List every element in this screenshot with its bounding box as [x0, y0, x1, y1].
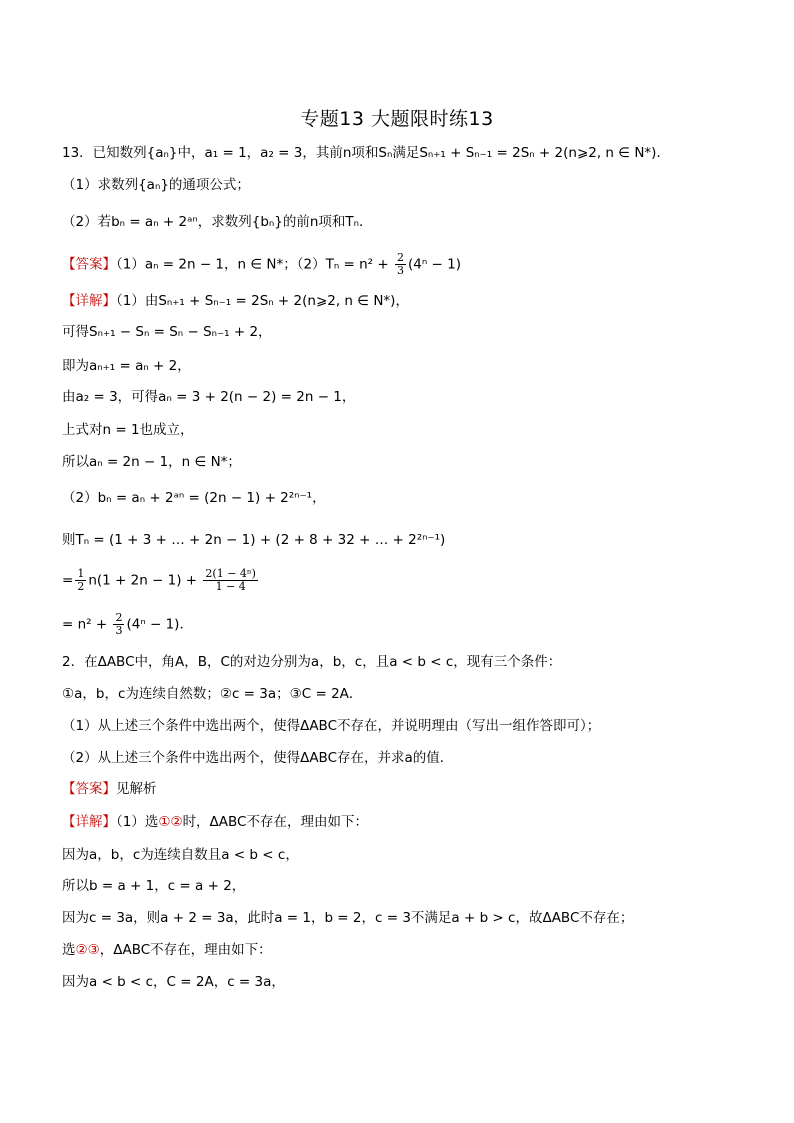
fraction-denominator: 3: [115, 624, 123, 637]
fraction-one-half: [75, 568, 86, 593]
detail-text: ，ΔABC不存在，理由如下：: [99, 942, 272, 958]
answer-tag: 【答案】: [62, 781, 116, 797]
q13-detail-3: 即为aₙ₊₁ = aₙ + 2，: [62, 358, 191, 374]
detail-tag: 【详解】: [62, 293, 116, 309]
q13-detail-9: [62, 568, 260, 593]
fraction-geometric-sum: [203, 568, 258, 593]
q2-detail-6: 因为a < b < c，C = 2A，c = 3a，: [62, 974, 285, 990]
fraction-denominator: 3: [396, 264, 404, 277]
detail-text: （1）选: [116, 814, 159, 830]
q2-detail-1: [62, 812, 368, 832]
q2-stem: 2．在ΔABC中，角A，B，C的对边分别为a，b，c，且a < b < c，现有三个条件：: [62, 654, 562, 670]
detail-tag: 【详解】: [62, 814, 116, 830]
answer-tag: 【答案】: [62, 256, 116, 273]
detail-tail: (4ⁿ − 1)．: [126, 616, 193, 633]
q2-conditions: ①a，b，c为连续自然数；②c = 3a；③C = 2A．: [62, 686, 363, 702]
fraction-numerator: 2(1 − 4ⁿ): [205, 567, 256, 580]
page-title: 专题13 大题限时练13: [300, 108, 494, 130]
q13-detail-6: 所以aₙ = 2n − 1，n ∈ N*；: [62, 454, 241, 470]
fraction-numerator: 2: [115, 611, 123, 624]
q13-stem: 13．已知数列{aₙ}中，a₁ = 1，a₂ = 3，其前n项和Sₙ满足Sₙ₊₁ + Sₙ₋₁ = 2Sₙ + 2(n⩾2, n ∈ N*)．: [62, 145, 670, 161]
circled-choice: ②③: [75, 942, 100, 958]
answer-tail: (4ⁿ − 1): [407, 256, 461, 273]
fraction-numerator: 1: [77, 567, 85, 580]
detail-text: n(1 + 2n − 1) +: [88, 572, 202, 589]
q13-answer: [62, 252, 461, 277]
q13-detail-5: 上式对n = 1也成立，: [62, 422, 194, 438]
q13-detail-1: [62, 291, 409, 311]
detail-text: 选: [62, 942, 76, 958]
q13-detail-4: 由a₂ = 3，可得aₙ = 3 + 2(n − 2) = 2n − 1，: [62, 389, 356, 405]
q13-detail-7: （2）bₙ = aₙ + 2ᵃⁿ = (2n − 1) + 2²ⁿ⁻¹，: [62, 490, 326, 506]
q2-detail-5: [62, 940, 272, 960]
q13-detail-2: 可得Sₙ₊₁ − Sₙ = Sₙ − Sₙ₋₁ + 2，: [62, 324, 272, 340]
answer-text: 见解析: [116, 781, 157, 797]
q13-part1: （1）求数列{aₙ}的通项公式；: [62, 177, 250, 193]
detail-text: = n² +: [62, 616, 112, 633]
fraction-numerator: 2: [396, 251, 404, 264]
circled-choice: ①②: [158, 814, 183, 830]
q2-detail-3: 所以b = a + 1，c = a + 2，: [62, 878, 246, 894]
q13-part2: （2）若bₙ = aₙ + 2ᵃⁿ，求数列{bₙ}的前n项和Tₙ．: [62, 214, 373, 230]
q13-detail-8: 则Tₙ = (1 + 3 + … + 2n − 1) + (2 + 8 + 32 + … + 2²ⁿ⁻¹): [62, 532, 446, 548]
q13-detail-10: [62, 612, 193, 637]
fraction-denominator: 1 − 4: [215, 580, 246, 593]
q2-answer: [62, 779, 157, 799]
equals-sign: =: [62, 572, 74, 589]
detail-text: 时，ΔABC不存在，理由如下：: [182, 814, 368, 830]
q2-detail-2: 因为a，b，c为连续自数且a < b < c，: [62, 847, 299, 863]
detail-text: （1）由Sₙ₊₁ + Sₙ₋₁ = 2Sₙ + 2(n⩾2, n ∈ N*)，: [116, 293, 409, 309]
answer-text: （1）aₙ = 2n − 1，n ∈ N*；（2）Tₙ = n² +: [116, 256, 393, 273]
fraction-two-thirds: [113, 612, 124, 637]
answer-fraction: [395, 252, 406, 277]
q2-part1: （1）从上述三个条件中选出两个，使得ΔABC不存在，并说明理由（写出一组作答即可）；: [62, 718, 601, 734]
fraction-denominator: 2: [77, 580, 85, 593]
q2-detail-4: 因为c = 3a，则a + 2 = 3a，此时a = 1，b = 2，c = 3不满足a + b > c，故ΔABC不存在；: [62, 910, 634, 926]
q2-part2: （2）从上述三个条件中选出两个，使得ΔABC存在，并求a的值．: [62, 750, 454, 766]
